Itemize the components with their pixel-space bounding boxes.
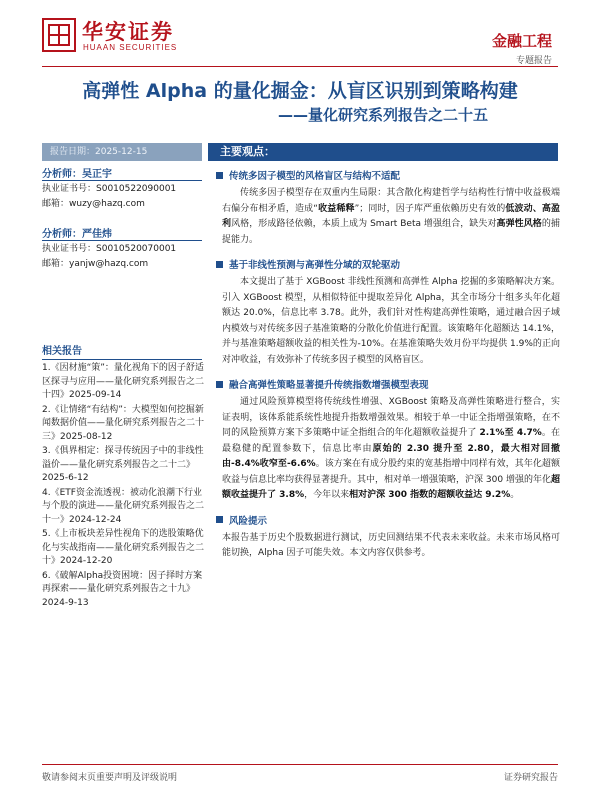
- related-reports-list: [42, 362, 204, 611]
- related-report-item[interactable]: 2.《让情绪“有结构”：大模型如何挖掘新闻数据价值——量化研究系列报告之二十三》2025-08-12: [42, 404, 205, 442]
- analyst-1-role: 分析师：: [42, 169, 82, 180]
- report-title: 高弹性 Alpha 的量化掘金：从盲区识别到策略构建: [82, 80, 518, 102]
- analyst-1: [42, 165, 202, 211]
- bullet-square-icon: [216, 516, 223, 523]
- analyst-2-role: 分析师：: [42, 229, 82, 240]
- section-heading: [208, 168, 560, 182]
- huaan-logo-icon: [42, 18, 76, 52]
- analyst-2-email[interactable]: 邮箱：yanjw@hazq.com: [42, 259, 149, 269]
- analyst-1-name: 吴正宇: [82, 169, 112, 180]
- analyst-2-title: [42, 225, 202, 241]
- footer-disclaimer[interactable]: 敬请参阅末页重要声明及评级说明: [42, 773, 178, 783]
- related-report-item[interactable]: 1.《因材施“策”：量化视角下的因子舒适区探寻与应用——量化研究系列报告之二十四》2025-09-14: [42, 363, 205, 400]
- related-report-item[interactable]: 6.《破解Alpha投资困境：因子择时方案再探索——量化研究系列报告之十九》2024-9-13: [42, 570, 203, 608]
- section-4: [208, 513, 560, 562]
- section-body: 通过风险预算模型将传统线性增强、XGBoost 策略及高弹性策略进行整合，实证表明，该体系能系统性地提升指数增强效果。相较于单一中证全指增强策略，在不同的风险预算方案下多策略中证全指组合的年化超额收益提升了 2.1%至 4.7%。在最稳健的配置参数下，信息比率由原始的 2.30 提升至 2.80，最大相对回撤由-8.4%收窄至-6.6%。该方案在有成分股约束的宽基指增中同样有效，其年化超额收益与信息比率均获得显著提升。其中，相对单一增强策略，沪深 300 增强的年化超额收益提升了 3.8%，今年以来相对沪深 300 指数的超额收益达 9.2%。: [222, 397, 560, 500]
- analyst-1-email[interactable]: 邮箱：wuzy@hazq.com: [42, 199, 145, 209]
- related-reports-title: 相关报告: [42, 342, 202, 360]
- main-views: [208, 168, 560, 562]
- analyst-2-cert: 执业证书号：S0010520070001: [42, 244, 177, 254]
- analyst-2-name: 严佳炜: [82, 229, 112, 240]
- section-body: 本文提出了基于 XGBoost 非线性预测和高弹性 Alpha 挖掘的多策略解决方案。引入 XGBoost 模型，从相似特征中提取差异化 Alpha，其全市场分十组多头年化超额达 20.0%，信息比率 3.78。此外，我们针对性构建高弹性策略，通过融合因子域内模效与对传统多因子基准策略的分散化价值进行配置。该策略年化超额达 14.1%，并与基准策略超额收益的相关性为-10%。在基准策略失效月份平均提供 1.9%的正向对冲收益，有效弥补了传统多因子模型的风格盲区。: [222, 277, 560, 365]
- related-report-item[interactable]: 5.《上市板块差异性视角下的选股策略优化与实战指南——量化研究系列报告之二十》2024-12-20: [42, 529, 205, 566]
- section-3: [208, 377, 560, 504]
- section-heading: [208, 377, 560, 391]
- bullet-square-icon: [216, 172, 223, 179]
- section-heading: [208, 257, 560, 271]
- report-date: 报告日期：2025-12-15: [42, 143, 202, 161]
- section-heading-text: 风险提示: [229, 515, 268, 527]
- footer-divider: [42, 764, 558, 765]
- logo-chinese: 华安证券: [82, 19, 174, 44]
- section-heading: [208, 513, 560, 527]
- report-subtitle: ——量化研究系列报告之二十五: [277, 106, 488, 124]
- section-body: 传统多因子模型存在双重内生局限：其含散化构建哲学与结构性行情中收益极端右偏分布相矛盾，造成“收益稀释”；同时，因子库严重依赖历史有效的低波动、高盈利风格，形成路径依赖，本质上成为 Smart Beta 增强组合，缺失对高弹性风格的捕捉能力。: [222, 188, 560, 245]
- footer-label: 证券研究报告: [503, 773, 558, 783]
- section-heading-text: 基于非线性预测与高弹性分域的双轮驱动: [229, 260, 401, 271]
- doc-type: 金融工程: [491, 32, 552, 50]
- header-divider: [42, 66, 558, 67]
- section-1: [208, 168, 560, 248]
- bullet-square-icon: [216, 381, 223, 388]
- report-header: [0, 0, 600, 66]
- section-heading-text: 传统多因子模型的风格盲区与结构不适配: [229, 171, 401, 182]
- section-2: [208, 257, 560, 368]
- bullet-square-icon: [216, 261, 223, 268]
- analyst-panel: [42, 165, 202, 271]
- doc-subtype: 专题报告: [515, 56, 552, 66]
- main-views-title: 主要观点：: [208, 143, 558, 161]
- analyst-1-cert: 执业证书号：S0010522090001: [42, 184, 177, 194]
- section-heading-text: 融合高弹性策略显著提升传统指数增强模型表现: [229, 380, 429, 391]
- related-report-item[interactable]: 3.《俱界相定：探寻传统因子中的非线性溢价——量化研究系列报告之二十二》2025-6-12: [42, 446, 204, 483]
- logo-english: HUAAN SECURITIES: [83, 43, 178, 52]
- section-body: 本报告基于历史个股数据进行测试，历史回测结果不代表未来收益。未来市场风格可能切换，Alpha 因子可能失效。本文内容仅供参考。: [222, 532, 560, 558]
- analyst-1-title: [42, 165, 202, 181]
- related-report-item[interactable]: 4.《ETF资金流透视：被动化浪潮下行业与个股的演进——量化研究系列报告之二十一》2024-12-24: [42, 487, 205, 525]
- analyst-2: [42, 225, 202, 271]
